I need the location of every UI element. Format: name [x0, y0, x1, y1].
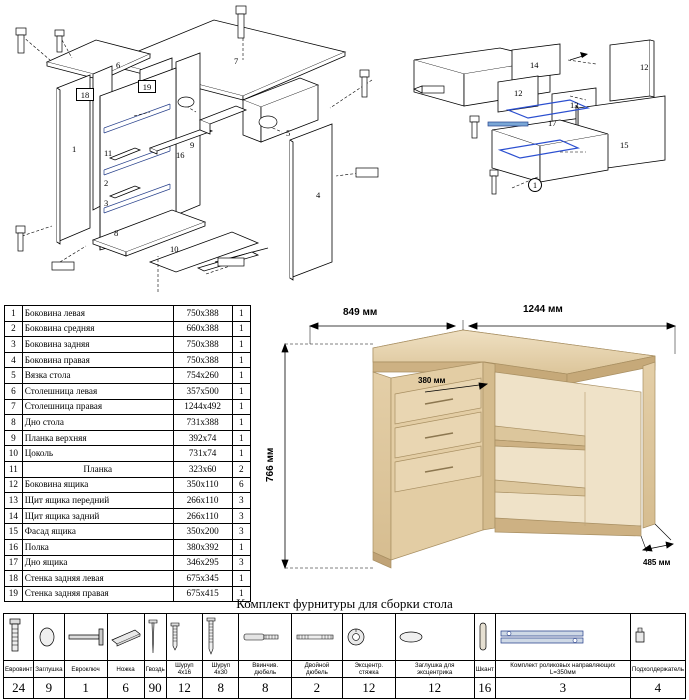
- part-size: 750x388: [173, 337, 232, 353]
- part-qty: 1: [232, 352, 250, 368]
- drawer-callout-17: 17: [548, 118, 557, 128]
- drawer-slide-icon: [495, 614, 630, 661]
- part-qty: 1: [232, 383, 250, 399]
- part-size: 350x200: [173, 524, 232, 540]
- callout-2: 2: [104, 178, 109, 188]
- hardware-count: 4: [630, 678, 685, 699]
- callout-9: 9: [190, 140, 195, 150]
- hardware-icons-row: [4, 614, 686, 661]
- hardware-name: Эксцентр. стяжка: [342, 661, 395, 678]
- dimension-485: 485 мм: [643, 558, 671, 567]
- drawer-callout-12-top: 12: [640, 62, 649, 72]
- part-size: 350x110: [173, 477, 232, 493]
- part-name: Полка: [22, 539, 173, 555]
- part-name: Щит ящика задний: [22, 508, 173, 524]
- hardware-count: 9: [34, 678, 64, 699]
- hardware-count: 12: [395, 678, 474, 699]
- part-size: 750x388: [173, 352, 232, 368]
- callout-11: 11: [104, 148, 113, 158]
- hardware-count: 90: [144, 678, 166, 699]
- part-name: Щит ящика передний: [22, 493, 173, 509]
- part-number: 18: [5, 571, 23, 587]
- part-size: 266x110: [173, 493, 232, 509]
- table-row: [5, 337, 251, 353]
- part-size: 660x388: [173, 321, 232, 337]
- drawer-callout-15: 15: [620, 140, 629, 150]
- part-size: 731x388: [173, 415, 232, 431]
- drawer-callout-12-mid: 12: [514, 88, 523, 98]
- hardware-count: 6: [107, 678, 144, 699]
- callout-8: 8: [114, 228, 119, 238]
- part-size: 380x392: [173, 539, 232, 555]
- hardware-count: 12: [166, 678, 202, 699]
- part-number: 13: [5, 493, 23, 509]
- part-number: 7: [5, 399, 23, 415]
- part-qty: 1: [232, 337, 250, 353]
- table-row: [5, 321, 251, 337]
- part-name: Боковина средняя: [22, 321, 173, 337]
- hardware-count: 24: [4, 678, 34, 699]
- part-qty: 1: [232, 430, 250, 446]
- dimension-849: 849 мм: [343, 307, 378, 318]
- part-name: Цоколь: [22, 446, 173, 462]
- hardware-counts-row: [4, 678, 686, 699]
- hardware-name: Шуруп 4x30: [203, 661, 239, 678]
- hardware-names-row: [4, 661, 686, 678]
- hardware-section-title: Комплект фурнитуры для сборки стола: [236, 596, 453, 611]
- part-qty: 1: [232, 415, 250, 431]
- part-number: 14: [5, 508, 23, 524]
- cam-cap-icon: [395, 614, 474, 661]
- part-number: 8: [5, 415, 23, 431]
- part-qty: 1: [232, 399, 250, 415]
- part-number: 2: [5, 321, 23, 337]
- table-row: [5, 524, 251, 540]
- hardware-name: Ввинчив. дюбель: [239, 661, 291, 678]
- part-name: Фасад ящика: [22, 524, 173, 540]
- part-size: 675x415: [173, 586, 232, 602]
- hardware-name: Заглушка для эксцентрика: [395, 661, 474, 678]
- part-size: 392x74: [173, 430, 232, 446]
- drawer-callout-marker: 1: [528, 178, 542, 192]
- dimension-380: 380 мм: [418, 376, 446, 385]
- parts-table: [4, 305, 251, 602]
- part-size: 675x345: [173, 571, 232, 587]
- part-size: 754x260: [173, 368, 232, 384]
- wooden-dowel-icon: [474, 614, 495, 661]
- table-row: [5, 352, 251, 368]
- part-qty: 1: [232, 368, 250, 384]
- table-row: [5, 539, 251, 555]
- part-size: 357x500: [173, 383, 232, 399]
- part-qty: 3: [232, 508, 250, 524]
- table-row: [5, 415, 251, 431]
- callout-6: 6: [116, 60, 121, 70]
- callout-7: 7: [234, 56, 239, 66]
- hardware-name: Заглушка: [34, 661, 64, 678]
- table-row: [5, 368, 251, 384]
- cabinet-exploded-diagram: [0, 0, 400, 300]
- part-qty: 3: [232, 555, 250, 571]
- hardware-count: 8: [203, 678, 239, 699]
- part-number: 4: [5, 352, 23, 368]
- part-size: 266x110: [173, 508, 232, 524]
- part-name: Стенка задняя правая: [22, 586, 173, 602]
- callout-4: 4: [316, 190, 321, 200]
- hardware-name: Двойной дюбель: [291, 661, 342, 678]
- part-size: 323x60: [173, 461, 232, 477]
- hardware-table: [3, 613, 686, 699]
- hardware-count: 8: [239, 678, 291, 699]
- drawer-callout-14: 14: [530, 60, 539, 70]
- dimension-766: 766 мм: [265, 447, 276, 482]
- part-qty: 3: [232, 493, 250, 509]
- part-qty: 1: [232, 306, 250, 322]
- part-name: Столешница правая: [22, 399, 173, 415]
- part-number: 3: [5, 337, 23, 353]
- drawer-exploded-diagram: [400, 0, 689, 300]
- callout-3: 3: [104, 198, 109, 208]
- hardware-name: Комплект роликовых направляющих L=350мм: [495, 661, 630, 678]
- cam-lock-icon: [342, 614, 395, 661]
- nail-icon: [144, 614, 166, 661]
- part-number: 5: [5, 368, 23, 384]
- part-qty: 1: [232, 586, 250, 602]
- callout-10: 10: [170, 244, 179, 254]
- euro-key-icon: [64, 614, 107, 661]
- hardware-count: 2: [291, 678, 342, 699]
- hardware-name: Шуруп 4x16: [166, 661, 202, 678]
- hardware-name: Подхолдержатель: [630, 661, 685, 678]
- part-name: Боковина ящика: [22, 477, 173, 493]
- screw-4x16-icon: [166, 614, 202, 661]
- part-number: 12: [5, 477, 23, 493]
- part-number: 16: [5, 539, 23, 555]
- hardware-name: Шкант: [474, 661, 495, 678]
- table-row: [5, 555, 251, 571]
- table-row: [5, 508, 251, 524]
- table-row: [5, 430, 251, 446]
- part-name: Планка верхняя: [22, 430, 173, 446]
- part-qty: 1: [232, 446, 250, 462]
- drawer-callout-13: 13: [570, 100, 579, 110]
- part-name: Боковина правая: [22, 352, 173, 368]
- hardware-count: 3: [495, 678, 630, 699]
- part-size: 731x74: [173, 446, 232, 462]
- hardware-name: Евроключ: [64, 661, 107, 678]
- callout-16: 16: [176, 150, 185, 160]
- shelf-support-icon: [630, 614, 685, 661]
- part-name: Вязка стола: [22, 368, 173, 384]
- part-qty: 2: [232, 461, 250, 477]
- table-row: [5, 399, 251, 415]
- hardware-name: Гвоздь: [144, 661, 166, 678]
- hardware-name: Евровинт: [4, 661, 34, 678]
- hardware-name: Ножка: [107, 661, 144, 678]
- hardware-count: 16: [474, 678, 495, 699]
- euro-screw-icon: [4, 614, 34, 661]
- table-row: [5, 306, 251, 322]
- callout-5: 5: [286, 128, 291, 138]
- table-row: [5, 477, 251, 493]
- part-qty: 1: [232, 571, 250, 587]
- part-size: 346x295: [173, 555, 232, 571]
- part-name: Боковина левая: [22, 306, 173, 322]
- part-qty: 1: [232, 539, 250, 555]
- part-number: 15: [5, 524, 23, 540]
- part-name: Стенка задняя левая: [22, 571, 173, 587]
- table-row: [5, 446, 251, 462]
- cap-icon: [34, 614, 64, 661]
- part-number: 10: [5, 446, 23, 462]
- finished-desk-view: [255, 300, 689, 595]
- foot-icon: [107, 614, 144, 661]
- part-size: 1244x492: [173, 399, 232, 415]
- part-name: Столешница левая: [22, 383, 173, 399]
- callout-1: 1: [72, 144, 77, 154]
- hardware-count: 1: [64, 678, 107, 699]
- part-number: 19: [5, 586, 23, 602]
- part-size: 750x388: [173, 306, 232, 322]
- table-row: [5, 571, 251, 587]
- dimension-1244: 1244 мм: [523, 304, 563, 315]
- part-qty: 6: [232, 477, 250, 493]
- part-name: Боковина задняя: [22, 337, 173, 353]
- part-name: Дно стола: [22, 415, 173, 431]
- callout-19: 19: [138, 80, 156, 93]
- callout-18: 18: [76, 88, 94, 101]
- part-name: Дно ящика: [22, 555, 173, 571]
- dowel-screw-icon: [239, 614, 291, 661]
- part-number: 1: [5, 306, 23, 322]
- table-row: [5, 383, 251, 399]
- hardware-count: 12: [342, 678, 395, 699]
- table-row: [5, 493, 251, 509]
- part-qty: 3: [232, 524, 250, 540]
- double-dowel-icon: [291, 614, 342, 661]
- table-row: [5, 461, 251, 477]
- part-number: 17: [5, 555, 23, 571]
- part-qty: 1: [232, 321, 250, 337]
- part-number: 9: [5, 430, 23, 446]
- part-name: Планка: [22, 461, 173, 477]
- part-number: 6: [5, 383, 23, 399]
- screw-4x30-icon: [203, 614, 239, 661]
- part-number: 11: [5, 461, 23, 477]
